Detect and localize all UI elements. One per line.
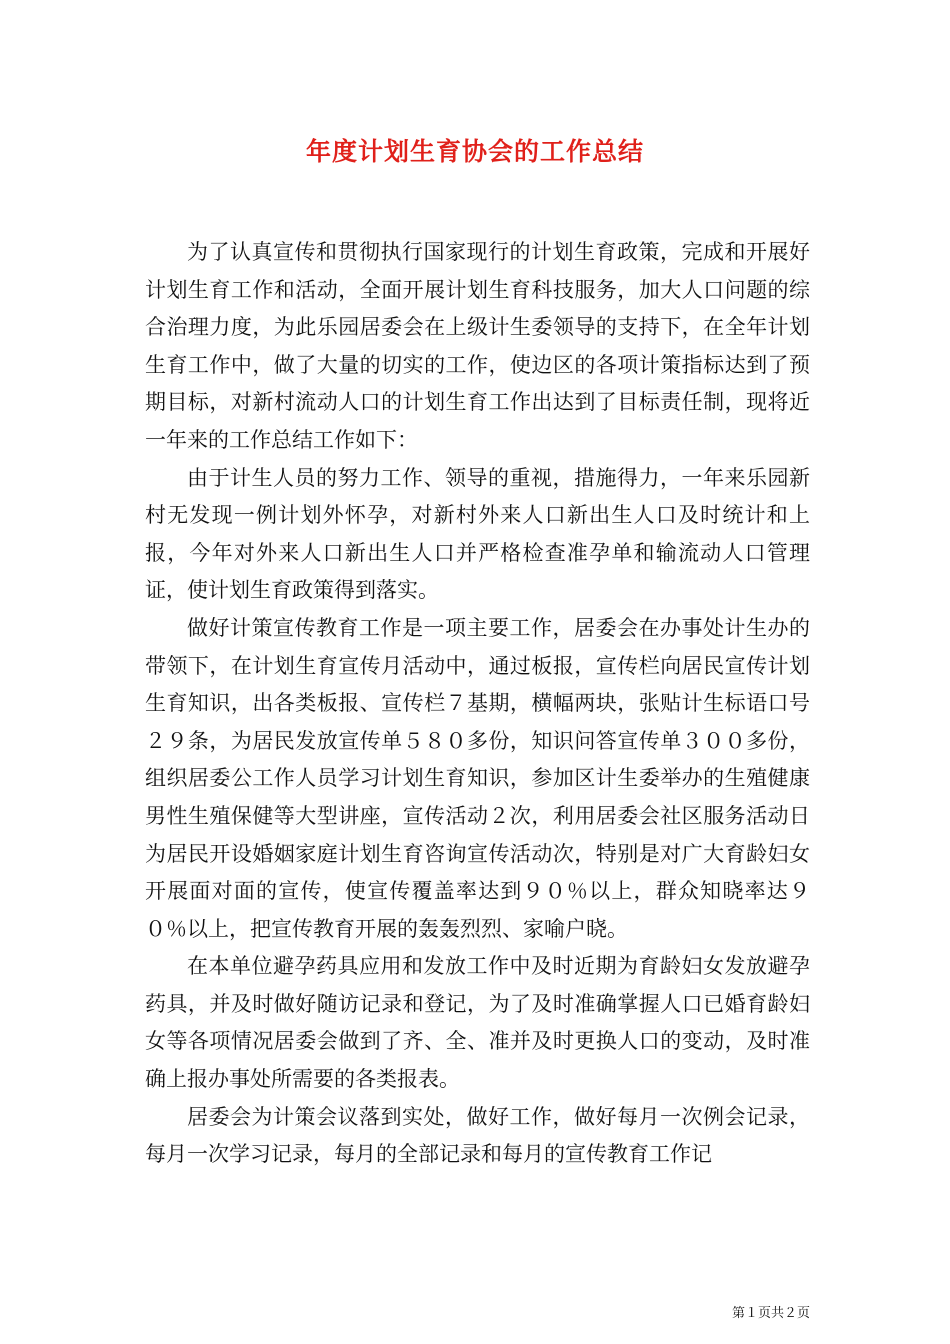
paragraph-5: 居委会为计策会议落到实处，做好工作，做好每月一次例会记录，每月一次学习记录，每月的全部记录和每月的宣传教育工作记 — [145, 1104, 810, 1167]
paragraph-4: 在本单位避孕药具应用和发放工作中及时近期为育龄妇女发放避孕药具，并及时做好随访记录和登记，为了及时准确掌握人口已婚育龄妇女等各项情况居委会做到了齐、全、准并及时更换人口的变动，及时准确上报办事处所需要的各类报表。 — [145, 954, 810, 1092]
document-title: 年度计划生育协会的工作总结 — [305, 137, 644, 166]
paragraph-3: 做好计策宣传教育工作是一项主要工作，居委会在办事处计生办的带领下，在计划生育宣传月活动中，通过板报，宣传栏向居民宣传计划生育知识，出各类板报、宣传栏７基期，横幅两块，张贴计生标语口号２９条，为居民发放宣传单５８０多份，知识问答宣传单３００多份，组织居委公工作人员学习计划生育知识，参加区计生委举办的生殖健康男性生殖保健等大型讲座，宣传活动２次，利用居委会社区服务活动日为居民开设婚姻家庭计划生育咨询宣传活动次，特别是对广大育龄妇女开展面对面的宣传，使宣传覆盖率达到９０％以上，群众知晓率达９０％以上，把宣传教育开展的轰轰烈烈、家喻户晓。 — [145, 615, 810, 941]
paragraph-2: 由于计生人员的努力工作、领导的重视，措施得力，一年来乐园新村无发现一例计划外怀孕，对新村外来人口新出生人口及时统计和上报，今年对外来人口新出生人口并严格检查准孕单和输流动人口管理证，使计划生育政策得到落实。 — [145, 465, 810, 603]
paragraph-1: 为了认真宣传和贯彻执行国家现行的计划生育政策，完成和开展好计划生育工作和活动，全面开展计划生育科技服务，加大人口问题的综合治理力度，为此乐园居委会在上级计生委领导的支持下，在全年计划生育工作中，做了大量的切实的工作，使边区的各项计策指标达到了预期目标，对新村流动人口的计划生育工作出达到了目标责任制，现将近一年来的工作总结工作如下： — [145, 240, 810, 452]
document-body — [145, 234, 810, 1174]
page-number-footer: 第１页共２页 — [731, 1306, 810, 1321]
